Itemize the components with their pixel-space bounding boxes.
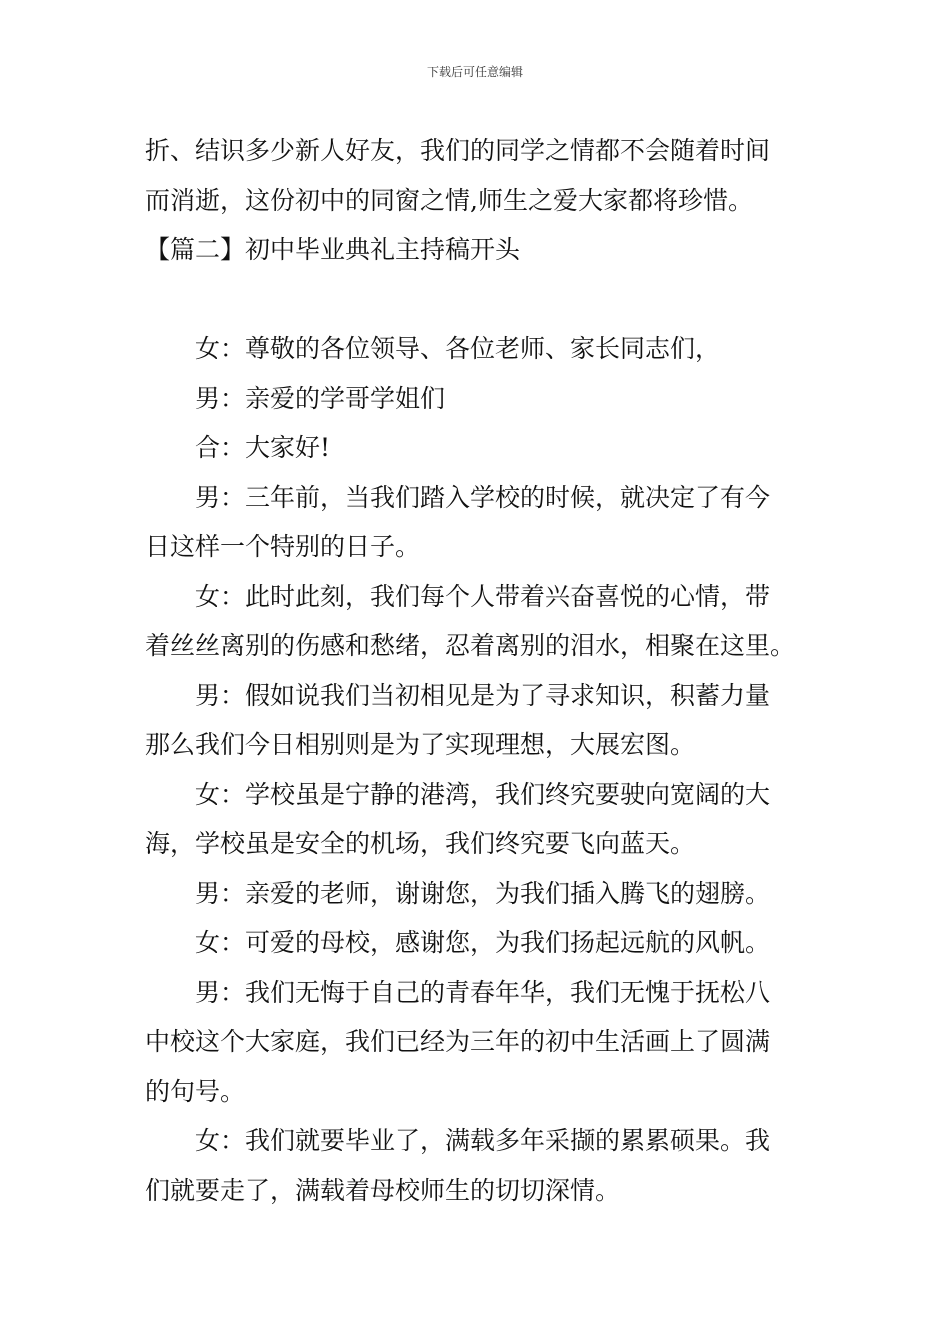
blank-line	[145, 275, 809, 325]
text-line: 女：此时此刻，我们每个人带着兴奋喜悦的心情，带	[195, 581, 771, 611]
text-line: 女：我们就要毕业了，满载多年采撷的累累硕果。我	[195, 1126, 771, 1155]
page-header-note: 下载后可任意编辑	[426, 65, 523, 79]
text-line: 男：假如说我们当初相见是为了寻求知识，积蓄力量	[195, 680, 771, 710]
text-line: 女：尊敬的各位领导、各位老师、家长同志们，	[195, 334, 721, 363]
text-line: 日这样一个特别的日子。	[145, 532, 421, 561]
text-line: 们就要走了，满载着母校师生的切切深情。	[145, 1175, 621, 1205]
text-line: 女：学校虽是宁静的港湾，我们终究要驶向宽阔的大	[195, 779, 771, 809]
text-line: 合：大家好!	[195, 433, 331, 462]
text-line: 男：我们无悔于自己的青春年华，我们无愧于抚松八	[195, 977, 771, 1007]
text-line: 折、结识多少新人好友，我们的同学之情都不会随着时间	[145, 136, 771, 165]
document-body	[145, 126, 809, 1215]
text-line: 中校这个大家庭，我们已经为三年的初中生活画上了圆满	[145, 1027, 771, 1056]
text-line: 男：三年前，当我们踏入学校的时候，就决定了有今	[195, 482, 771, 512]
text-line: 女：可爱的母校，感谢您，为我们扬起远航的风帆。	[195, 928, 771, 957]
text-line: 着丝丝离别的伤感和愁绪，忍着离别的泪水，相聚在这里。	[145, 631, 796, 660]
text-line: 那么我们今日相别则是为了实现理想，大展宏图。	[145, 730, 696, 759]
section-heading: 【篇二】初中毕业典礼主持稿开头	[145, 235, 521, 264]
text-line: 而消逝，这份初中的同窗之情,师生之爱大家都将珍惜。	[145, 185, 753, 215]
text-line: 男：亲爱的老师，谢谢您，为我们插入腾飞的翅膀。	[195, 878, 771, 908]
text-line: 男：亲爱的学哥学姐们	[195, 383, 446, 413]
text-line: 海，学校虽是安全的机场，我们终究要飞向蓝天。	[145, 829, 696, 858]
text-line: 的句号。	[145, 1076, 246, 1106]
